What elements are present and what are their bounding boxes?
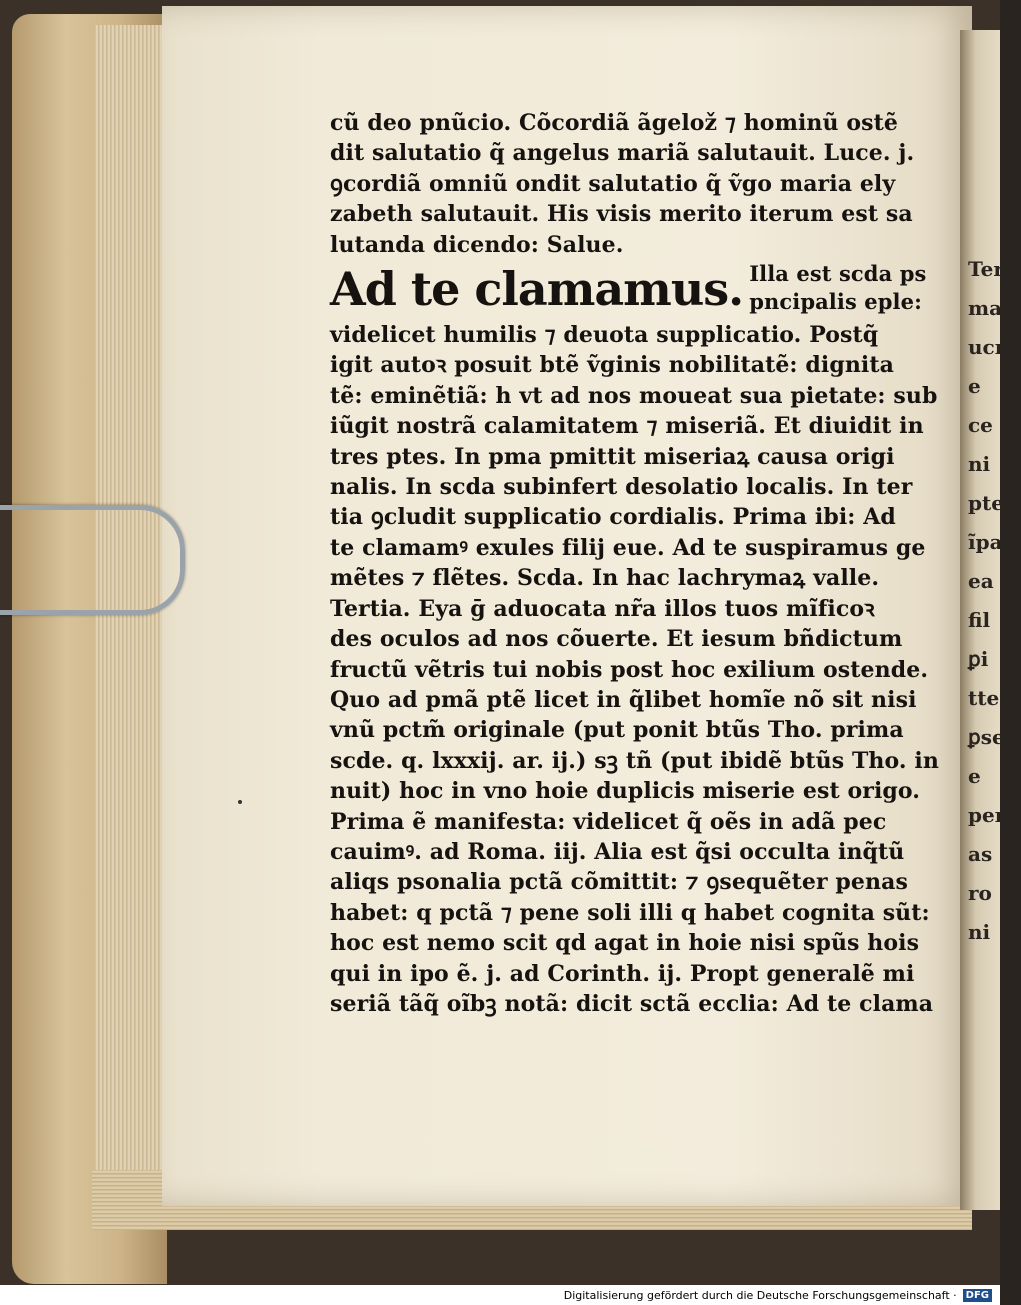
right-page-fragment: e: [968, 764, 981, 788]
section-heading-row: [330, 260, 927, 320]
right-page-fragment: ni: [968, 452, 991, 476]
right-page-fragment: e: [968, 374, 981, 398]
right-page-fragment: ĩpa: [968, 530, 1003, 554]
right-page-fragment: as: [968, 842, 993, 866]
right-page-fragment: pte: [968, 491, 1004, 515]
page-clip: [0, 505, 185, 615]
text-line: seriã tãq̃ oĩbꝫ notã: dicit sctã ecclia: Ad te clama: [330, 990, 934, 1017]
text-line: tres ptes. In pma pmittit miseriaꝝ causa origi: [330, 443, 895, 470]
right-page-fragment: ce: [968, 413, 993, 437]
main-text-block: [330, 108, 939, 1019]
text-line: lutanda dicendo: Salue.: [330, 231, 624, 258]
right-page-fragment: ro: [968, 881, 992, 905]
right-page-text-fragments: [968, 250, 1021, 952]
heading-side-text: [749, 260, 926, 316]
text-line: cũ deo pnũcio. Cõcordiã ãgelož ⁊ hominũ ostẽ: [330, 110, 898, 136]
text-line: mẽtes ⁊ flẽtes. Scda. In hac lachrymaꝝ valle.: [330, 565, 880, 592]
dfg-logo: DFG: [963, 1289, 992, 1302]
text-line: cauimꝰ. ad Roma. iij. Alia est q̃si occulta inq̃tũ: [330, 838, 905, 865]
text-line: qui in ipo ẽ. j. ad Corinth. ij. Propt generalẽ mi: [330, 960, 915, 987]
text-line: ꝯcordiã omniũ ondit salutatio q̃ ṽgo maria ely: [330, 170, 896, 197]
right-page-fragment: mas: [968, 296, 1014, 320]
funding-credit: Digitalisierung gefördert durch die Deutsche Forschungsgemeinschaft ·: [563, 1288, 957, 1302]
body-lines: [330, 320, 939, 1019]
text-line: videlicet humilis ⁊ deuota supplicatio. Postq̃: [330, 322, 879, 349]
right-page-fragment: ni: [968, 920, 991, 944]
right-page-fragment: ea: [968, 569, 994, 593]
text-line: dit salutatio q̃ angelus mariã salutauit. Luce. j.: [330, 140, 915, 167]
text-line: Prima ẽ manifesta: videlicet q̃ oẽs in adã pec: [330, 808, 887, 835]
right-page-fragment: ꝑse: [968, 725, 1005, 749]
text-line: fructũ vẽtris tui nobis post hoc exilium ostende.: [330, 656, 929, 683]
text-line: tia ꝯcludit supplicatio cordialis. Prima ibi: Ad: [330, 504, 896, 531]
text-line: hoc est nemo scit qd agat in hoie nisi spũs hois: [330, 930, 920, 957]
text-line: nuit) hoc in vno hoie duplicis miserie est origo.: [330, 778, 921, 805]
text-line: des oculos ad nos cõuerte. Et iesum bñdictum: [330, 626, 903, 653]
text-line: tẽ: eminẽtiã: h vt ad nos moueat sua pietate: sub: [330, 382, 938, 409]
opening-lines: [330, 108, 915, 260]
text-line: te clamamꝰ exules filij eue. Ad te suspiramus ge: [330, 534, 926, 561]
right-page-fragment: ꝑi: [968, 647, 989, 671]
heading-side-line: Illa est scda ps: [749, 261, 927, 287]
right-page-fragment: Terti: [968, 257, 1021, 281]
right-page-fragment: fil: [968, 608, 991, 632]
ink-spot: [238, 800, 242, 804]
text-line: Quo ad pmã ptẽ licet in q̃libet homĩe nõ sit nisi: [330, 686, 917, 713]
text-line: igit autoꝛ posuit btẽ ṽginis nobilitatẽ: dignita: [330, 352, 895, 379]
right-page-fragment: per: [968, 803, 1006, 827]
right-page-fragment: tte: [968, 686, 1000, 710]
text-line: scde. q. lxxxij. ar. ij.) sꝫ tñ (put ibidẽ btũs Tho. in: [330, 747, 939, 774]
text-line: aliqs psonalia pctã cõmittit: ⁊ ꝯsequẽter penas: [330, 869, 908, 896]
section-heading: Ad te clamamus.: [330, 262, 744, 317]
text-line: vnũ pctm̃ originale (put ponit btũs Tho. prima: [330, 717, 904, 744]
text-line: iũgit nostrã calamitatem ⁊ miseriã. Et diuidit in: [330, 413, 924, 440]
text-line: nalis. In scda subinfert desolatio localis. In ter: [330, 474, 913, 501]
text-line: Tertia. Eya ḡ aduocata nr̃a illos tuos mĩficoꝛ: [330, 595, 875, 622]
text-line: habet: q pctã ⁊ pene soli illi q habet cognita sũt:: [330, 899, 930, 926]
footer-bar: [0, 1285, 1000, 1305]
text-line: zabeth salutauit. His visis merito iterum est sa: [330, 201, 913, 228]
heading-side-line: pncipalis eple:: [749, 289, 922, 315]
right-page-fragment: ucn: [968, 335, 1010, 359]
